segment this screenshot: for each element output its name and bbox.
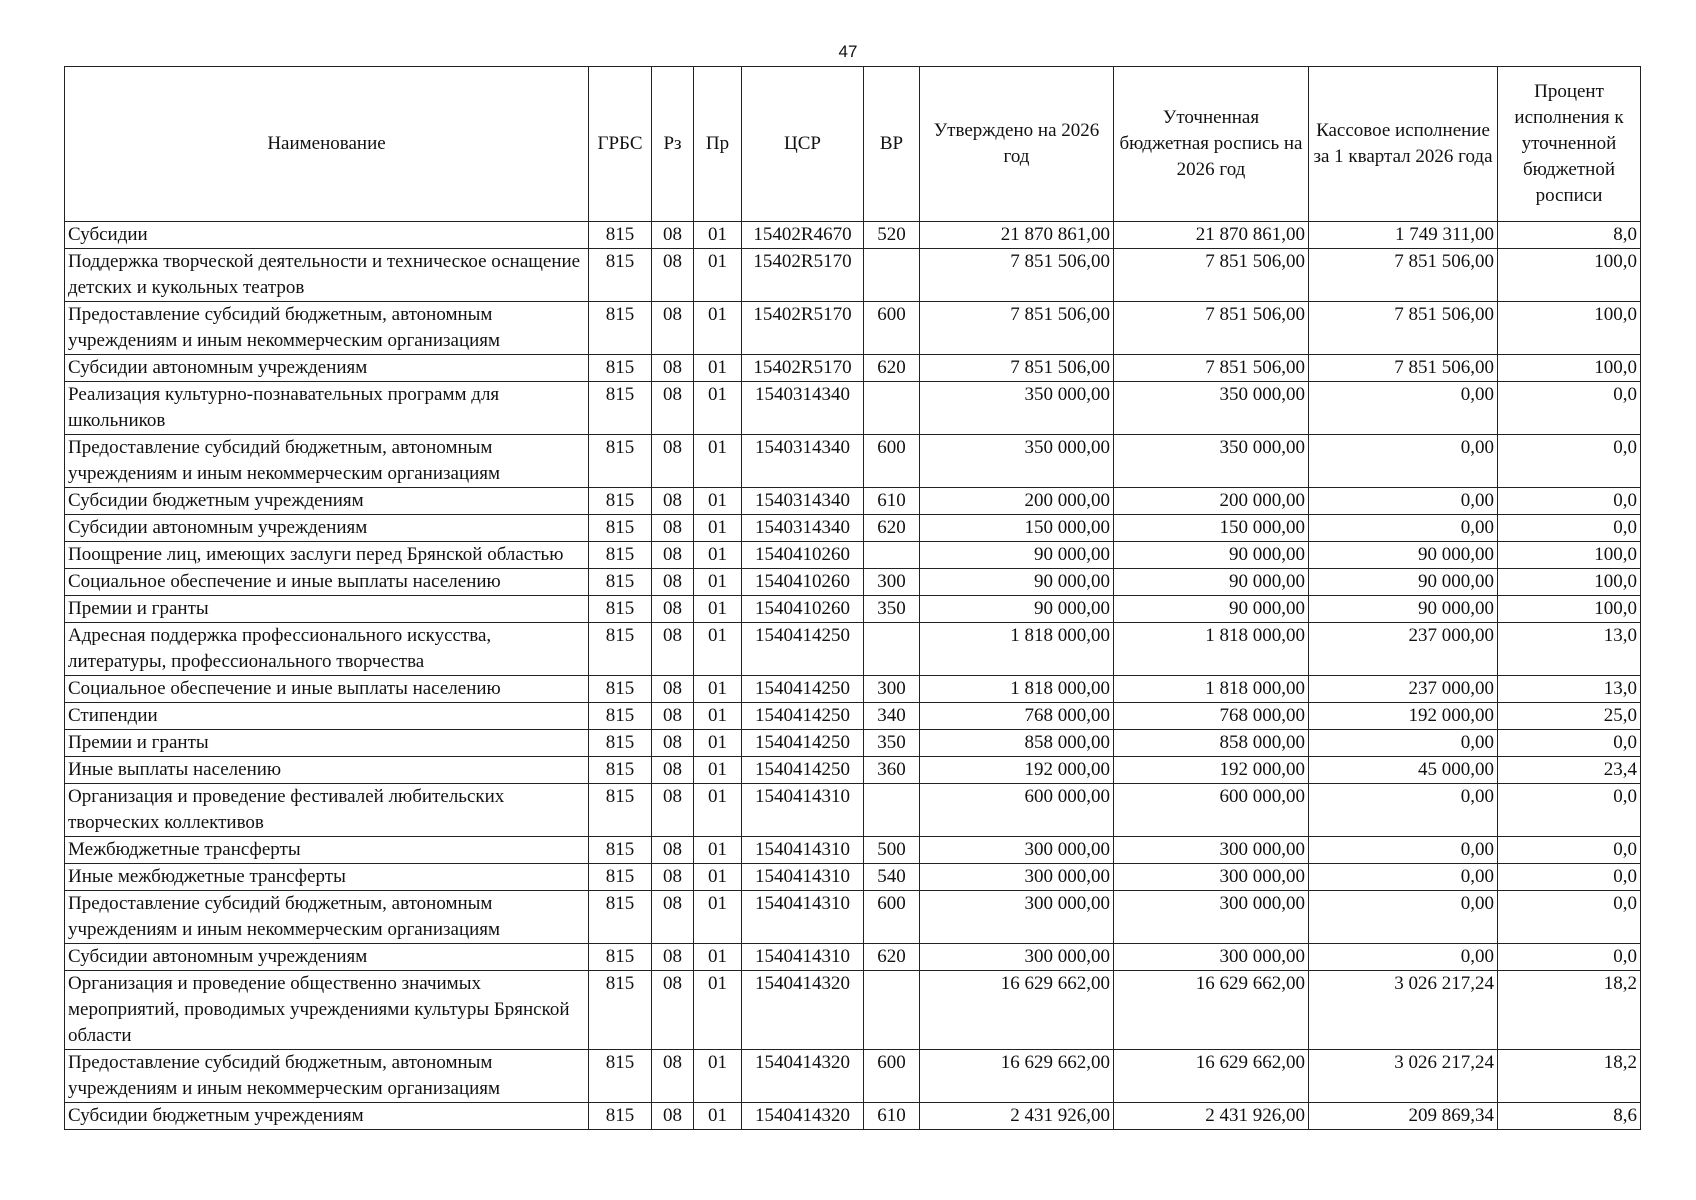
cell-vr: 520: [864, 222, 920, 249]
cell-approved: 300 000,00: [920, 944, 1114, 971]
cell-refined: 350 000,00: [1114, 435, 1309, 488]
cell-vr: 350: [864, 730, 920, 757]
cell-pr: 01: [694, 515, 742, 542]
cell-percent: 100,0: [1498, 355, 1641, 382]
cell-grbs: 815: [589, 757, 652, 784]
cell-refined: 7 851 506,00: [1114, 302, 1309, 355]
cell-csr: 1540414320: [742, 1103, 864, 1130]
cell-cash: 0,00: [1309, 382, 1498, 435]
cell-vr: [864, 784, 920, 837]
header-csr: ЦСР: [742, 67, 864, 222]
cell-csr: 1540410260: [742, 542, 864, 569]
cell-name: Субсидии бюджетным учреждениям: [65, 488, 589, 515]
cell-name: Иные выплаты населению: [65, 757, 589, 784]
cell-refined: 1 818 000,00: [1114, 676, 1309, 703]
cell-vr: 620: [864, 515, 920, 542]
cell-grbs: 815: [589, 1103, 652, 1130]
cell-pr: 01: [694, 944, 742, 971]
cell-approved: 21 870 861,00: [920, 222, 1114, 249]
cell-grbs: 815: [589, 784, 652, 837]
cell-csr: 1540414310: [742, 864, 864, 891]
cell-rz: 08: [652, 302, 694, 355]
cell-csr: 1540414320: [742, 1050, 864, 1103]
cell-grbs: 815: [589, 249, 652, 302]
table-row: [65, 864, 1641, 891]
cell-refined: 768 000,00: [1114, 703, 1309, 730]
cell-percent: 13,0: [1498, 623, 1641, 676]
cell-vr: 600: [864, 891, 920, 944]
table-row: [65, 784, 1641, 837]
cell-cash: 0,00: [1309, 784, 1498, 837]
cell-pr: 01: [694, 435, 742, 488]
cell-rz: 08: [652, 569, 694, 596]
cell-pr: 01: [694, 569, 742, 596]
table-row: [65, 837, 1641, 864]
cell-refined: 2 431 926,00: [1114, 1103, 1309, 1130]
cell-name: Поддержка творческой деятельности и техническое оснащение детских и кукольных театров: [65, 249, 589, 302]
cell-csr: 15402R5170: [742, 302, 864, 355]
cell-name: Субсидии: [65, 222, 589, 249]
cell-name: Поощрение лиц, имеющих заслуги перед Брянской областью: [65, 542, 589, 569]
cell-percent: 0,0: [1498, 837, 1641, 864]
cell-name: Стипендии: [65, 703, 589, 730]
cell-grbs: 815: [589, 435, 652, 488]
cell-refined: 192 000,00: [1114, 757, 1309, 784]
cell-percent: 0,0: [1498, 435, 1641, 488]
cell-name: Премии и гранты: [65, 730, 589, 757]
cell-vr: 620: [864, 355, 920, 382]
cell-rz: 08: [652, 864, 694, 891]
cell-pr: 01: [694, 864, 742, 891]
table-row: [65, 730, 1641, 757]
cell-percent: 100,0: [1498, 569, 1641, 596]
cell-pr: 01: [694, 837, 742, 864]
table-row: [65, 542, 1641, 569]
cell-vr: 300: [864, 676, 920, 703]
cell-grbs: 815: [589, 971, 652, 1050]
table-row: [65, 249, 1641, 302]
cell-rz: 08: [652, 703, 694, 730]
cell-percent: 100,0: [1498, 302, 1641, 355]
cell-rz: 08: [652, 971, 694, 1050]
cell-cash: 237 000,00: [1309, 676, 1498, 703]
cell-csr: 15402R5170: [742, 249, 864, 302]
table-row: [65, 1103, 1641, 1130]
cell-rz: 08: [652, 730, 694, 757]
cell-name: Субсидии бюджетным учреждениям: [65, 1103, 589, 1130]
table-row: [65, 222, 1641, 249]
cell-pr: 01: [694, 1050, 742, 1103]
cell-name: Субсидии автономным учреждениям: [65, 355, 589, 382]
cell-vr: 600: [864, 1050, 920, 1103]
cell-grbs: 815: [589, 730, 652, 757]
cell-csr: 1540410260: [742, 569, 864, 596]
cell-csr: 1540414250: [742, 757, 864, 784]
cell-approved: 600 000,00: [920, 784, 1114, 837]
header-approved: Утверждено на 2026 год: [920, 67, 1114, 222]
cell-percent: 0,0: [1498, 891, 1641, 944]
cell-cash: 0,00: [1309, 864, 1498, 891]
cell-approved: 7 851 506,00: [920, 355, 1114, 382]
cell-approved: 1 818 000,00: [920, 623, 1114, 676]
cell-rz: 08: [652, 1050, 694, 1103]
cell-percent: 8,6: [1498, 1103, 1641, 1130]
cell-percent: 0,0: [1498, 944, 1641, 971]
cell-vr: 600: [864, 435, 920, 488]
cell-percent: 0,0: [1498, 488, 1641, 515]
cell-pr: 01: [694, 222, 742, 249]
cell-pr: 01: [694, 730, 742, 757]
cell-percent: 18,2: [1498, 1050, 1641, 1103]
cell-name: Субсидии автономным учреждениям: [65, 944, 589, 971]
table-row: [65, 676, 1641, 703]
cell-cash: 0,00: [1309, 730, 1498, 757]
cell-approved: 200 000,00: [920, 488, 1114, 515]
cell-refined: 600 000,00: [1114, 784, 1309, 837]
cell-pr: 01: [694, 784, 742, 837]
cell-vr: [864, 542, 920, 569]
cell-csr: 1540414320: [742, 971, 864, 1050]
table-row: [65, 757, 1641, 784]
cell-pr: 01: [694, 488, 742, 515]
cell-pr: 01: [694, 302, 742, 355]
cell-vr: 350: [864, 596, 920, 623]
cell-vr: 300: [864, 569, 920, 596]
cell-csr: 1540314340: [742, 488, 864, 515]
cell-name: Межбюджетные трансферты: [65, 837, 589, 864]
cell-name: Предоставление субсидий бюджетным, автономным учреждениям и иным некоммерческим организациям: [65, 1050, 589, 1103]
cell-percent: 0,0: [1498, 730, 1641, 757]
cell-vr: 500: [864, 837, 920, 864]
cell-rz: 08: [652, 488, 694, 515]
cell-grbs: 815: [589, 355, 652, 382]
cell-pr: 01: [694, 971, 742, 1050]
cell-refined: 7 851 506,00: [1114, 355, 1309, 382]
cell-grbs: 815: [589, 382, 652, 435]
cell-refined: 300 000,00: [1114, 891, 1309, 944]
table-row: [65, 569, 1641, 596]
cell-rz: 08: [652, 355, 694, 382]
table-row: [65, 382, 1641, 435]
cell-vr: [864, 623, 920, 676]
table-row: [65, 944, 1641, 971]
cell-approved: 7 851 506,00: [920, 302, 1114, 355]
page-number: 47: [838, 42, 858, 61]
cell-approved: 300 000,00: [920, 891, 1114, 944]
cell-rz: 08: [652, 757, 694, 784]
cell-cash: 90 000,00: [1309, 542, 1498, 569]
cell-percent: 100,0: [1498, 249, 1641, 302]
cell-rz: 08: [652, 837, 694, 864]
header-row: [65, 67, 1641, 222]
cell-cash: 7 851 506,00: [1309, 302, 1498, 355]
cell-csr: 1540314340: [742, 382, 864, 435]
cell-name: Предоставление субсидий бюджетным, автономным учреждениям и иным некоммерческим организациям: [65, 302, 589, 355]
cell-percent: 0,0: [1498, 515, 1641, 542]
cell-percent: 100,0: [1498, 596, 1641, 623]
cell-vr: 600: [864, 302, 920, 355]
cell-approved: 192 000,00: [920, 757, 1114, 784]
cell-percent: 18,2: [1498, 971, 1641, 1050]
cell-name: Иные межбюджетные трансферты: [65, 864, 589, 891]
cell-refined: 300 000,00: [1114, 837, 1309, 864]
cell-approved: 90 000,00: [920, 596, 1114, 623]
cell-rz: 08: [652, 515, 694, 542]
cell-rz: 08: [652, 249, 694, 302]
cell-cash: 7 851 506,00: [1309, 249, 1498, 302]
cell-pr: 01: [694, 891, 742, 944]
cell-cash: 0,00: [1309, 515, 1498, 542]
header-pr: Пр: [694, 67, 742, 222]
cell-percent: 23,4: [1498, 757, 1641, 784]
cell-approved: 1 818 000,00: [920, 676, 1114, 703]
cell-refined: 300 000,00: [1114, 944, 1309, 971]
cell-grbs: 815: [589, 569, 652, 596]
cell-vr: 610: [864, 488, 920, 515]
header-rz: Рз: [652, 67, 694, 222]
cell-csr: 1540414250: [742, 730, 864, 757]
cell-vr: 540: [864, 864, 920, 891]
cell-csr: 1540314340: [742, 515, 864, 542]
cell-cash: 192 000,00: [1309, 703, 1498, 730]
cell-rz: 08: [652, 1103, 694, 1130]
cell-percent: 100,0: [1498, 542, 1641, 569]
cell-pr: 01: [694, 249, 742, 302]
cell-refined: 90 000,00: [1114, 542, 1309, 569]
cell-approved: 150 000,00: [920, 515, 1114, 542]
cell-vr: 610: [864, 1103, 920, 1130]
cell-cash: 237 000,00: [1309, 623, 1498, 676]
cell-pr: 01: [694, 623, 742, 676]
cell-grbs: 815: [589, 676, 652, 703]
cell-rz: 08: [652, 542, 694, 569]
cell-name: Адресная поддержка профессионального искусства, литературы, профессионального творчества: [65, 623, 589, 676]
cell-cash: 0,00: [1309, 944, 1498, 971]
cell-refined: 150 000,00: [1114, 515, 1309, 542]
cell-refined: 858 000,00: [1114, 730, 1309, 757]
cell-rz: 08: [652, 676, 694, 703]
table-row: [65, 971, 1641, 1050]
cell-approved: 16 629 662,00: [920, 1050, 1114, 1103]
cell-approved: 16 629 662,00: [920, 971, 1114, 1050]
cell-vr: 340: [864, 703, 920, 730]
cell-csr: 1540414250: [742, 703, 864, 730]
header-percent: Процент исполнения к уточненной бюджетной росписи: [1498, 67, 1641, 222]
header-refined: Уточненная бюджетная роспись на 2026 год: [1114, 67, 1309, 222]
cell-pr: 01: [694, 542, 742, 569]
cell-pr: 01: [694, 596, 742, 623]
cell-approved: 300 000,00: [920, 864, 1114, 891]
cell-cash: 209 869,34: [1309, 1103, 1498, 1130]
cell-grbs: 815: [589, 488, 652, 515]
cell-percent: 8,0: [1498, 222, 1641, 249]
cell-csr: 1540414310: [742, 891, 864, 944]
cell-csr: 1540414310: [742, 784, 864, 837]
cell-refined: 1 818 000,00: [1114, 623, 1309, 676]
table-row: [65, 355, 1641, 382]
cell-approved: 7 851 506,00: [920, 249, 1114, 302]
cell-refined: 7 851 506,00: [1114, 249, 1309, 302]
cell-vr: [864, 971, 920, 1050]
cell-name: Социальное обеспечение и иные выплаты населению: [65, 569, 589, 596]
cell-grbs: 815: [589, 623, 652, 676]
cell-rz: 08: [652, 891, 694, 944]
cell-approved: 90 000,00: [920, 542, 1114, 569]
budget-table: [64, 66, 1641, 1130]
cell-refined: 300 000,00: [1114, 864, 1309, 891]
cell-refined: 200 000,00: [1114, 488, 1309, 515]
header-grbs: ГРБС: [589, 67, 652, 222]
cell-cash: 0,00: [1309, 891, 1498, 944]
cell-pr: 01: [694, 676, 742, 703]
cell-name: Организация и проведение общественно значимых мероприятий, проводимых учреждениями культуры Брянской области: [65, 971, 589, 1050]
cell-name: Социальное обеспечение и иные выплаты населению: [65, 676, 589, 703]
cell-csr: 1540414250: [742, 676, 864, 703]
cell-name: Предоставление субсидий бюджетным, автономным учреждениям и иным некоммерческим организациям: [65, 435, 589, 488]
cell-cash: 7 851 506,00: [1309, 355, 1498, 382]
table-row: [65, 1050, 1641, 1103]
cell-refined: 350 000,00: [1114, 382, 1309, 435]
cell-csr: 1540314340: [742, 435, 864, 488]
cell-refined: 90 000,00: [1114, 569, 1309, 596]
cell-csr: 1540410260: [742, 596, 864, 623]
table-row: [65, 891, 1641, 944]
cell-pr: 01: [694, 1103, 742, 1130]
cell-cash: 0,00: [1309, 435, 1498, 488]
table-row: [65, 703, 1641, 730]
cell-cash: 3 026 217,24: [1309, 1050, 1498, 1103]
cell-cash: 45 000,00: [1309, 757, 1498, 784]
table-row: [65, 596, 1641, 623]
cell-cash: 0,00: [1309, 488, 1498, 515]
cell-refined: 16 629 662,00: [1114, 971, 1309, 1050]
cell-name: Предоставление субсидий бюджетным, автономным учреждениям и иным некоммерческим организациям: [65, 891, 589, 944]
cell-grbs: 815: [589, 837, 652, 864]
cell-vr: [864, 382, 920, 435]
cell-percent: 0,0: [1498, 382, 1641, 435]
cell-csr: 1540414250: [742, 623, 864, 676]
cell-grbs: 815: [589, 703, 652, 730]
cell-grbs: 815: [589, 864, 652, 891]
cell-pr: 01: [694, 703, 742, 730]
cell-approved: 2 431 926,00: [920, 1103, 1114, 1130]
cell-approved: 350 000,00: [920, 382, 1114, 435]
cell-grbs: 815: [589, 1050, 652, 1103]
cell-approved: 858 000,00: [920, 730, 1114, 757]
table-row: [65, 435, 1641, 488]
cell-approved: 90 000,00: [920, 569, 1114, 596]
cell-cash: 90 000,00: [1309, 596, 1498, 623]
cell-cash: 90 000,00: [1309, 569, 1498, 596]
cell-refined: 21 870 861,00: [1114, 222, 1309, 249]
cell-name: Субсидии автономным учреждениям: [65, 515, 589, 542]
table-row: [65, 302, 1641, 355]
table-row: [65, 488, 1641, 515]
cell-approved: 300 000,00: [920, 837, 1114, 864]
cell-pr: 01: [694, 382, 742, 435]
cell-csr: 15402R5170: [742, 355, 864, 382]
cell-csr: 1540414310: [742, 837, 864, 864]
cell-cash: 3 026 217,24: [1309, 971, 1498, 1050]
cell-percent: 13,0: [1498, 676, 1641, 703]
cell-refined: 16 629 662,00: [1114, 1050, 1309, 1103]
header-name: Наименование: [65, 67, 589, 222]
cell-grbs: 815: [589, 891, 652, 944]
table-row: [65, 623, 1641, 676]
cell-rz: 08: [652, 623, 694, 676]
header-vr: ВР: [864, 67, 920, 222]
cell-cash: 0,00: [1309, 837, 1498, 864]
cell-vr: 360: [864, 757, 920, 784]
cell-vr: 620: [864, 944, 920, 971]
cell-grbs: 815: [589, 515, 652, 542]
header-cash: Кассовое исполнение за 1 квартал 2026 года: [1309, 67, 1498, 222]
cell-name: Премии и гранты: [65, 596, 589, 623]
cell-percent: 0,0: [1498, 784, 1641, 837]
cell-name: Реализация культурно-познавательных программ для школьников: [65, 382, 589, 435]
cell-percent: 25,0: [1498, 703, 1641, 730]
cell-cash: 1 749 311,00: [1309, 222, 1498, 249]
cell-pr: 01: [694, 757, 742, 784]
cell-pr: 01: [694, 355, 742, 382]
cell-grbs: 815: [589, 596, 652, 623]
cell-grbs: 815: [589, 944, 652, 971]
cell-rz: 08: [652, 784, 694, 837]
cell-rz: 08: [652, 222, 694, 249]
cell-percent: 0,0: [1498, 864, 1641, 891]
cell-grbs: 815: [589, 302, 652, 355]
cell-name: Организация и проведение фестивалей любительских творческих коллективов: [65, 784, 589, 837]
cell-rz: 08: [652, 596, 694, 623]
cell-vr: [864, 249, 920, 302]
cell-approved: 350 000,00: [920, 435, 1114, 488]
cell-rz: 08: [652, 435, 694, 488]
cell-rz: 08: [652, 382, 694, 435]
cell-csr: 1540414310: [742, 944, 864, 971]
cell-approved: 768 000,00: [920, 703, 1114, 730]
cell-grbs: 815: [589, 542, 652, 569]
cell-csr: 15402R4670: [742, 222, 864, 249]
cell-grbs: 815: [589, 222, 652, 249]
cell-rz: 08: [652, 944, 694, 971]
table-row: [65, 515, 1641, 542]
cell-refined: 90 000,00: [1114, 596, 1309, 623]
